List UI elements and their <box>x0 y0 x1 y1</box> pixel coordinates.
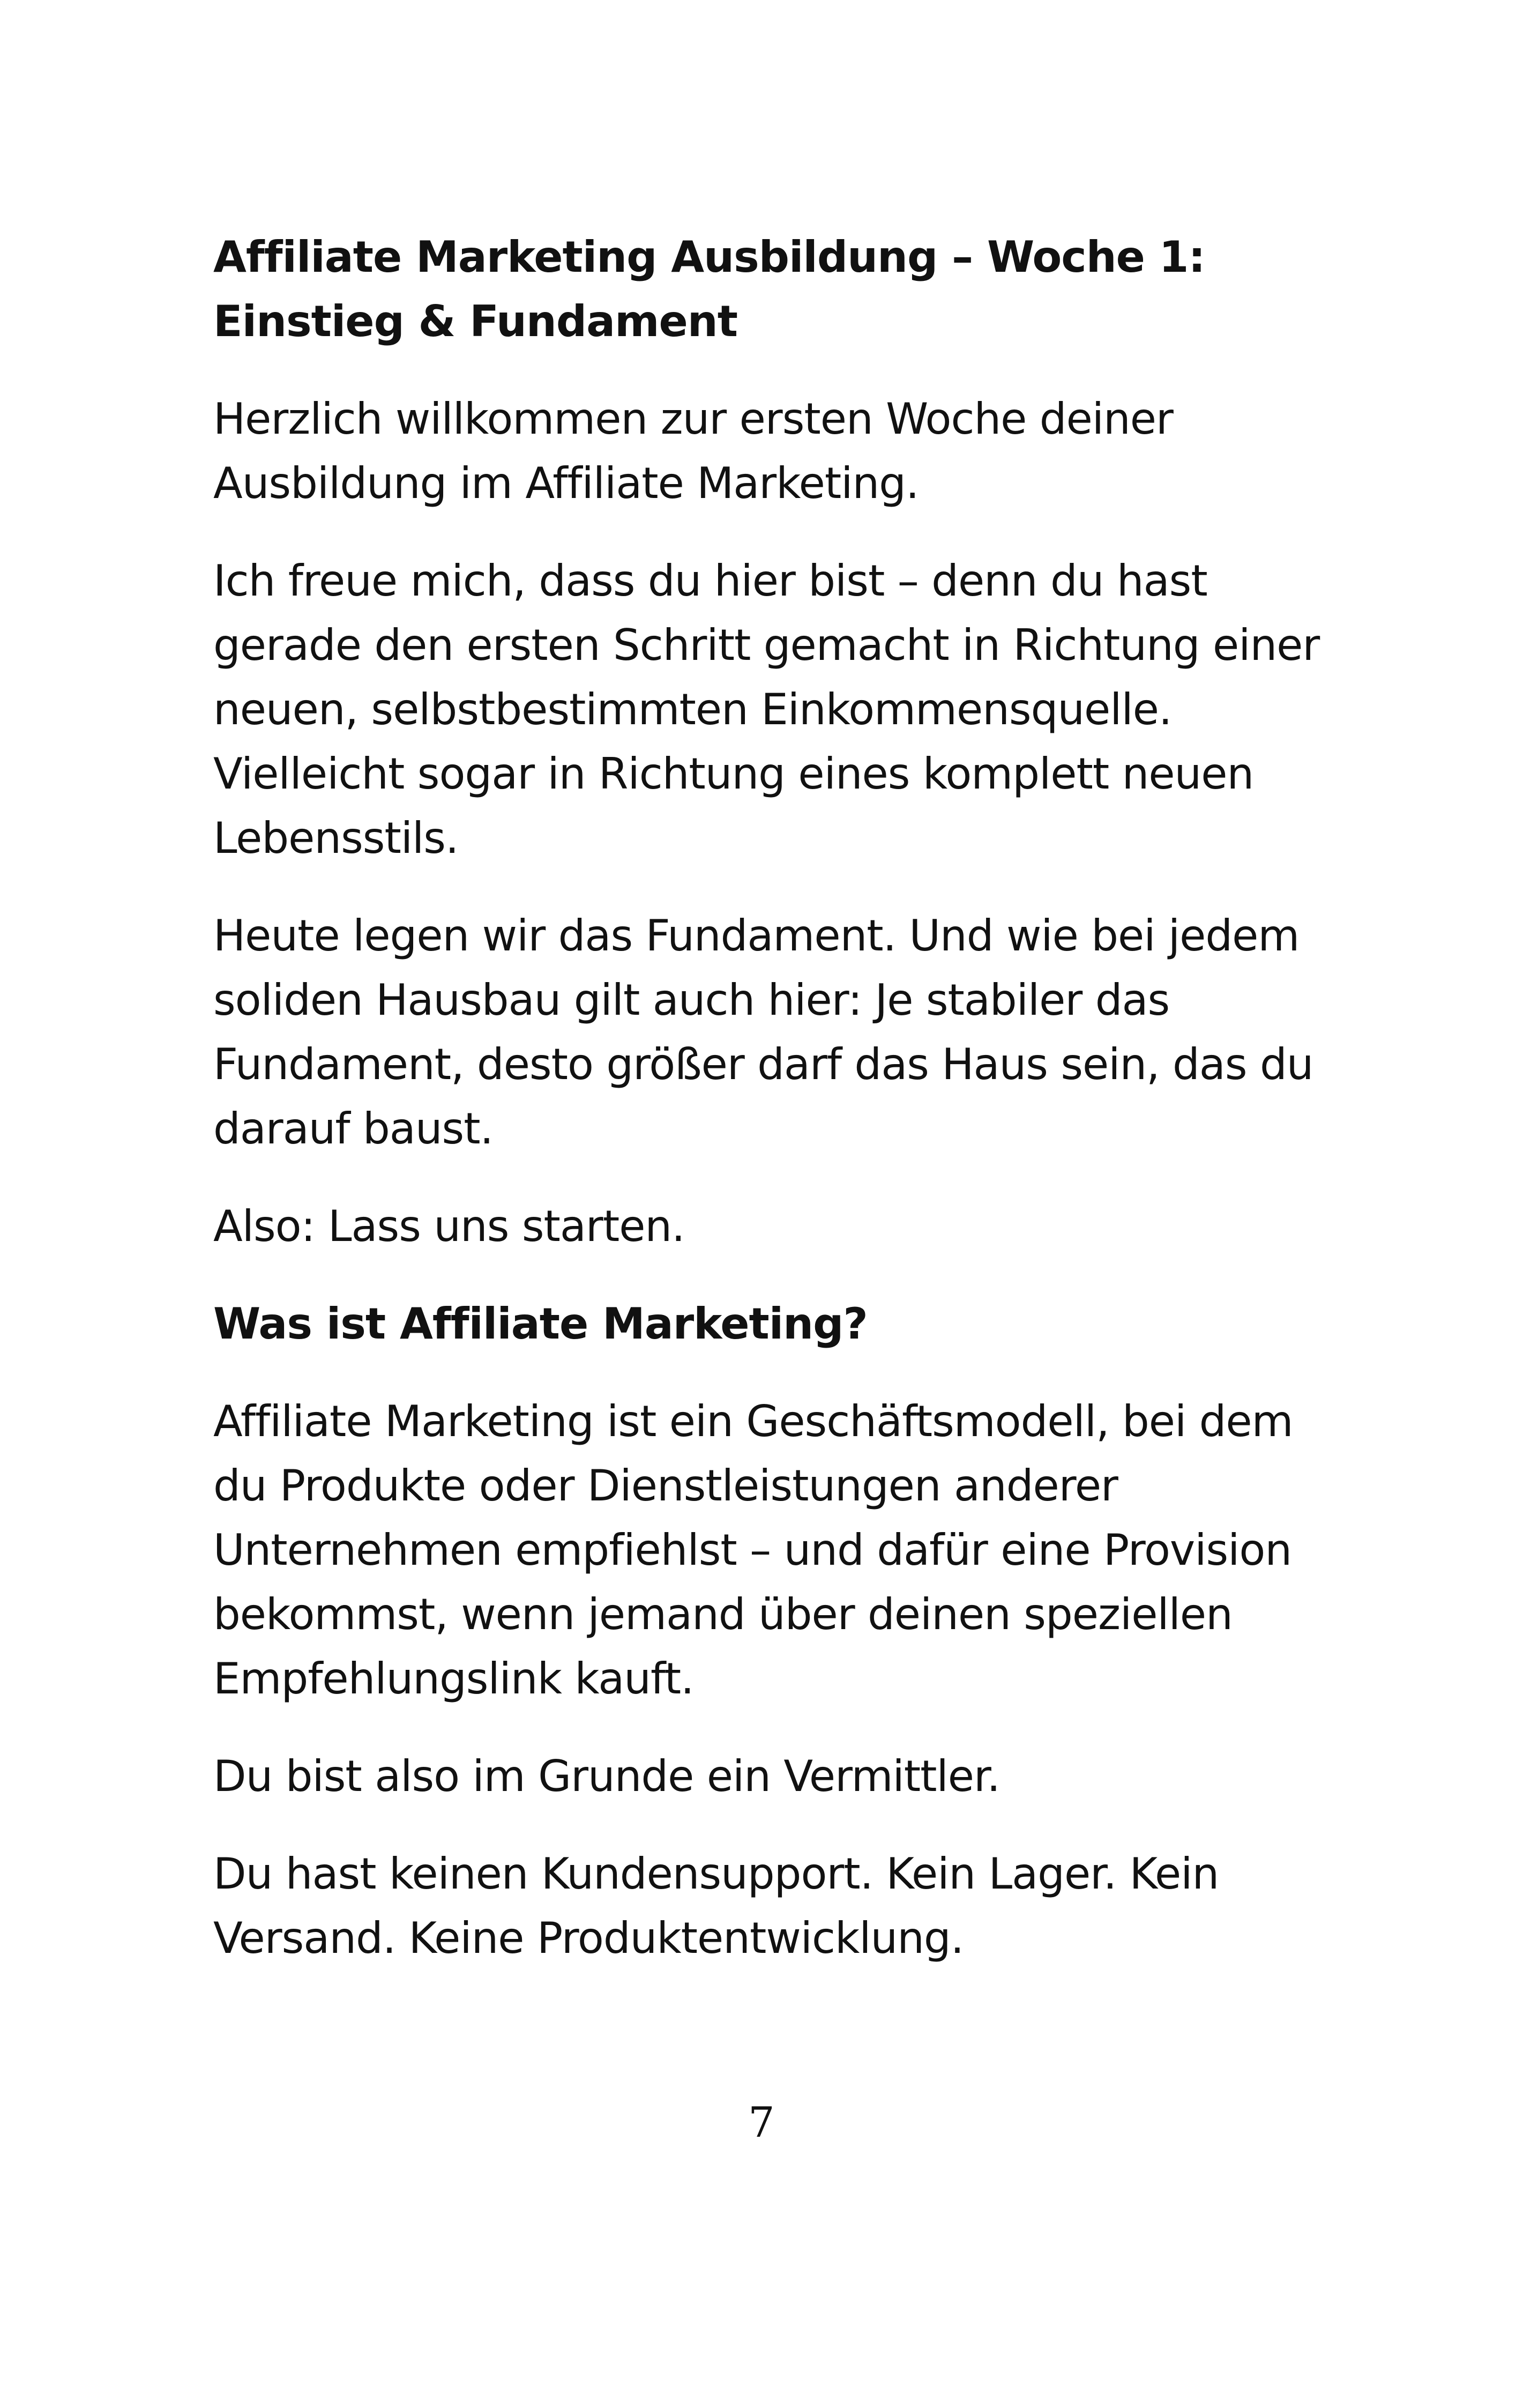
document-title: Affiliate Marketing Ausbildung – Woche 1: Einstieg & Fundament <box>213 232 1205 346</box>
paragraph-foundation: Heute legen wir das Fundament. Und wie bei jedem soliden Hausbau gilt auch hier: Je stabiler das Fundament, desto größer darf das Haus sein, das du darauf baust. <box>213 911 1313 1154</box>
page-number: 7 <box>748 2099 775 2147</box>
paragraph-no-support: Du hast keinen Kundensupport. Kein Lager. Kein Versand. Keine Produktentwicklung. <box>213 1849 1219 1963</box>
paragraph-welcome: Herzlich willkommen zur ersten Woche deiner Ausbildung im Affiliate Marketing. <box>213 394 1173 508</box>
paragraph-mediator: Du bist also im Grunde ein Vermittler. <box>213 1751 1000 1801</box>
paragraph-first-step: Ich freue mich, dass du hier bist – denn du hast gerade den ersten Schritt gemacht in Richtung einer neuen, selbstbestimmten Einkommensquelle. Vielleicht sogar in Richtung eines komplett neuen Lebensstils. <box>213 556 1320 863</box>
section-heading: Was ist Affiliate Marketing? <box>213 1299 868 1349</box>
paragraph-start: Also: Lass uns starten. <box>213 1201 685 1251</box>
page-body <box>213 225 1323 2004</box>
paragraph-definition: Affiliate Marketing ist ein Geschäftsmodell, bei dem du Produkte oder Dienstleistungen anderer Unternehmen empfiehlst – und dafür eine Provision bekommst, wenn jemand über deinen speziellen Empfehlungslink kauft. <box>213 1396 1293 1704</box>
